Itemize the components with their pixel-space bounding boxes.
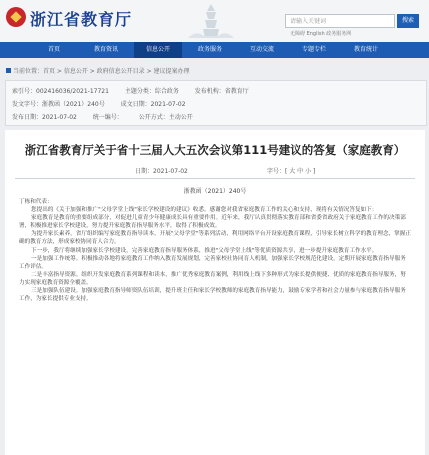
paragraph: 家庭教育是教育的重要组成部分，对促进儿童青少年健康成长具有重要作用。近年来，我厅认真贯彻落实教育部和省委省政府关于家庭教育工作的决策部署，积极推进家长学校建设，努力提升家庭教育指导服务水平，取得了积极成效。 bbox=[19, 215, 406, 230]
nav-item-statistics[interactable]: 教育统计 bbox=[353, 46, 378, 53]
divider bbox=[15, 178, 415, 179]
document-meta-table bbox=[5, 80, 427, 126]
document-title: 浙江省教育厅关于省十三届人大五次会议第111号建议的答复（家庭教育） bbox=[24, 143, 406, 157]
emblem-icon bbox=[6, 7, 26, 27]
nav-item-interaction[interactable]: 互动交流 bbox=[249, 46, 274, 53]
document-body bbox=[19, 198, 411, 303]
meta-disclosure-method: 公开方式：主动公开 bbox=[138, 114, 193, 121]
main-nav bbox=[0, 42, 429, 58]
meta-publish-date: 发布日期：2021-07-02 bbox=[12, 114, 77, 121]
salutation: 丁栋和代表： bbox=[19, 199, 53, 205]
nav-item-home[interactable]: 首页 bbox=[47, 46, 60, 53]
meta-index-number: 索引号：002416036/2021-17721 bbox=[12, 88, 109, 95]
top-links[interactable]: 无障碍 English 政务服务网 bbox=[290, 31, 352, 37]
meta-unified-number: 统一编号： bbox=[92, 114, 123, 121]
breadcrumb[interactable] bbox=[6, 66, 190, 75]
search-button[interactable]: 搜索 bbox=[397, 14, 419, 28]
paragraph: 为提升家长素养，省厅组织编写家庭教育指导读本，开展"父母学堂"等系列活动，利用网络平台开设家庭教育课程，引导家长树立科学的教育理念，掌握正确的教育方法，形成家校协同育人合力。 bbox=[19, 231, 411, 246]
paragraph: 一是加强工作统筹。积极推动各地将家庭教育工作纳入教育发展规划，完善家校社协同育人机制，加强家长学校规范化建设，定期开展家庭教育指导服务工作评估。 bbox=[19, 255, 406, 270]
meta-row-1 bbox=[12, 86, 263, 95]
meta-row-3 bbox=[12, 112, 207, 121]
nav-item-news[interactable]: 教育资讯 bbox=[93, 46, 118, 53]
nav-item-services[interactable]: 政务服务 bbox=[197, 46, 222, 53]
meta-category: 主题分类：综合政务 bbox=[124, 88, 179, 95]
meta-row-2 bbox=[12, 99, 200, 108]
document-panel bbox=[5, 130, 425, 455]
paragraph: 下一步，我厅将继续加强家长学校建设，完善家庭教育指导服务体系，推进"父母学堂上线"等优质资源共享，进一步提升家庭教育工作水平。 bbox=[31, 247, 378, 254]
nav-item-info-disclosure[interactable]: 信息公开 bbox=[134, 42, 182, 58]
font-size-switcher[interactable]: 字号：[ 大 中 小 ] bbox=[267, 168, 316, 175]
meta-publisher: 发布机构：省教育厅 bbox=[194, 88, 249, 95]
paragraph: 您提出的《关于加强和推广"父母学堂上线"家长学校建设的建议》收悉。感谢您对我省家庭教育工作的关心和支持，现将有关情况答复如下： bbox=[31, 207, 378, 214]
site-name[interactable]: 浙江省教育厅 bbox=[30, 10, 133, 29]
meta-doc-number: 发文字号：浙教函（2021）240号 bbox=[12, 101, 105, 108]
paragraph: 二是丰富指导资源。组织开发家庭教育系列课程和读本，推广优秀家庭教育案例，利用线上线下多种形式为家长提供便捷、优质的家庭教育指导服务，努力实现家庭教育资源全覆盖。 bbox=[19, 271, 406, 286]
document-date: 日期：2021-07-02 bbox=[135, 168, 188, 175]
nav-item-topics[interactable]: 专题专栏 bbox=[301, 46, 326, 53]
tower-illustration bbox=[186, 2, 236, 40]
search-input[interactable]: 请输入关键词 bbox=[285, 14, 395, 28]
breadcrumb-text[interactable]: 当前位置：首页 > 信息公开 > 政府信息公开目录 > 建议提案办理 bbox=[13, 68, 190, 75]
location-icon bbox=[6, 68, 11, 73]
site-header bbox=[0, 0, 429, 42]
document-number: 浙教函（2021）240号 bbox=[183, 188, 247, 195]
paragraph: 三是加强队伍建设。加强家庭教育指导师资队伍培训，提升班主任和家长学校教师的家庭教育指导能力，鼓励专家学者和社会力量参与家庭教育指导服务工作，为家长提供专业支持。 bbox=[19, 288, 406, 303]
meta-written-date: 成文日期：2021-07-02 bbox=[120, 101, 186, 108]
